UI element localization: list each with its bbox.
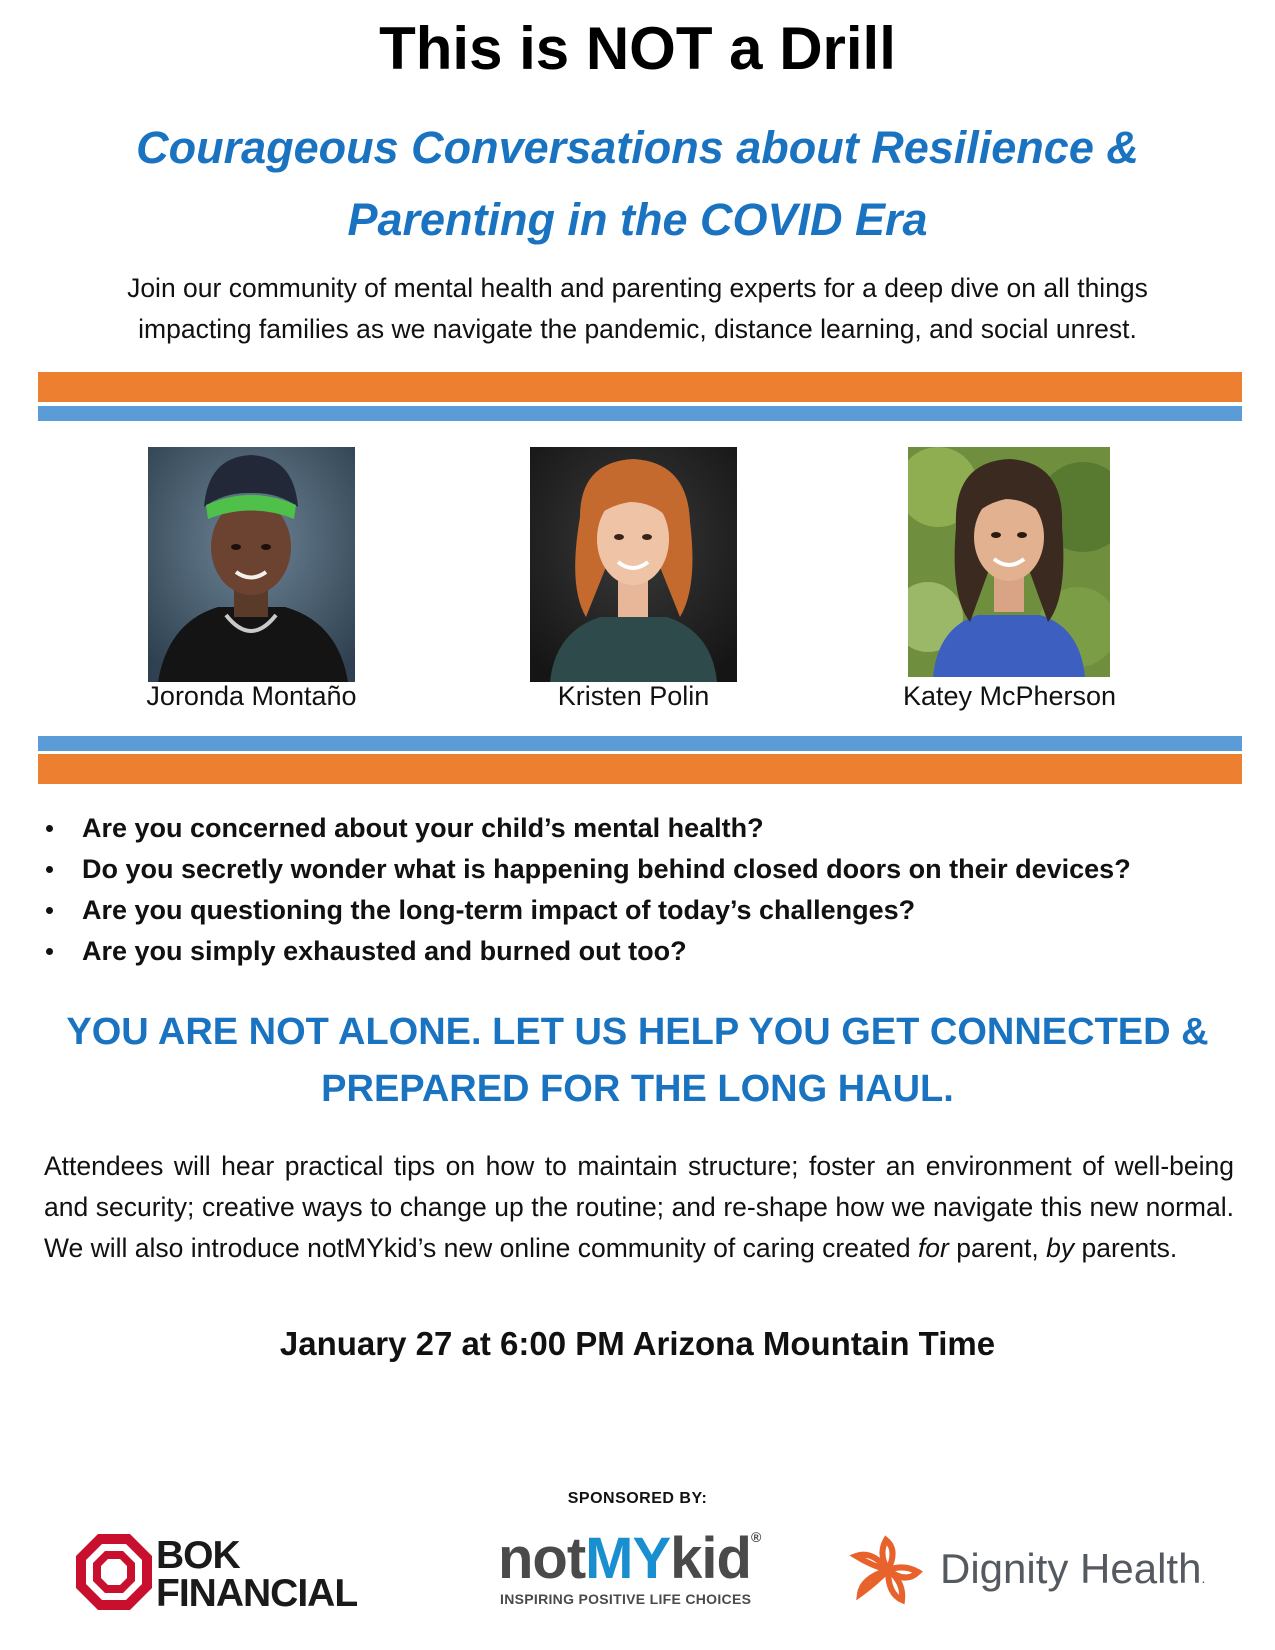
notmykid-logo bbox=[498, 1526, 761, 1620]
list-item bbox=[40, 931, 1131, 972]
question-text: Are you concerned about your child’s mental health? bbox=[82, 813, 764, 843]
intro-text bbox=[40, 268, 1235, 350]
bottom-orange-band bbox=[38, 754, 1242, 784]
bullet-icon bbox=[46, 907, 53, 914]
question-text: Are you questioning the long-term impact of today’s challenges? bbox=[82, 895, 916, 925]
subtitle-line-2: Parenting in the COVID Era bbox=[347, 194, 928, 245]
list-item bbox=[40, 849, 1131, 890]
notmykid-my: MY bbox=[585, 1526, 671, 1591]
notmykid-kid: kid bbox=[670, 1526, 751, 1591]
speaker-name-kristen: Kristen Polin bbox=[557, 681, 710, 711]
sponsored-by-label: SPONSORED BY: bbox=[567, 1490, 708, 1507]
intro-line-1: Join our community of mental health and parenting experts for a deep dive on all things bbox=[127, 273, 1148, 303]
notmykid-wordmark bbox=[498, 1526, 761, 1591]
bullet-icon bbox=[46, 948, 53, 955]
dignity-health-mark: . bbox=[1201, 1570, 1206, 1586]
dignity-health-wordmark bbox=[940, 1545, 1206, 1592]
speaker-photo-katey bbox=[908, 447, 1110, 677]
question-text: Are you simply exhausted and burned out too? bbox=[82, 936, 687, 966]
speaker-name-joronda: Joronda Montaño bbox=[146, 681, 357, 711]
intro-line-2: impacting families as we navigate the pandemic, distance learning, and social unrest. bbox=[138, 314, 1137, 344]
question-list bbox=[40, 808, 1131, 972]
speaker-photo-kristen bbox=[530, 447, 737, 682]
bok-logo-line-1: BOK bbox=[156, 1534, 240, 1577]
bok-octagon-icon bbox=[74, 1532, 154, 1612]
event-subtitle bbox=[60, 112, 1215, 256]
notmykid-tagline: INSPIRING POSITIVE LIFE CHOICES bbox=[500, 1591, 752, 1607]
list-item bbox=[40, 890, 1131, 931]
body-text-part-3: parents. bbox=[1074, 1233, 1178, 1263]
bottom-blue-band bbox=[38, 736, 1242, 751]
bok-logo-line-2: FINANCIAL bbox=[156, 1572, 358, 1615]
body-emphasis-for: for bbox=[917, 1233, 949, 1263]
top-blue-band bbox=[38, 406, 1242, 421]
speaker-name-katey: Katey McPherson bbox=[902, 681, 1117, 711]
subtitle-line-1: Courageous Conversations about Resilience & bbox=[136, 122, 1139, 173]
body-emphasis-by: by bbox=[1046, 1233, 1075, 1263]
bok-financial-logo bbox=[74, 1532, 374, 1615]
question-text: Do you secretly wonder what is happening behind closed doors on their devices? bbox=[82, 854, 1131, 884]
dignity-flower-icon bbox=[848, 1534, 928, 1610]
bullet-icon bbox=[46, 825, 53, 832]
list-item bbox=[40, 808, 1131, 849]
speaker-photo-joronda bbox=[148, 447, 355, 682]
callout-line-2: PREPARED FOR THE LONG HAUL. bbox=[321, 1068, 954, 1110]
body-text-part-1: Attendees will hear practical tips on how to maintain structure; foster an environment of well-being and security; creative ways to change up the routine; and re-shape how we navigate this new normal. We will also introduce notMYkid’s new online community of caring created bbox=[44, 1151, 1234, 1263]
callout-heading bbox=[40, 1004, 1235, 1118]
notmykid-not: not bbox=[498, 1526, 586, 1591]
callout-line-1: YOU ARE NOT ALONE. LET US HELP YOU GET CONNECTED & bbox=[66, 1011, 1209, 1053]
bullet-icon bbox=[46, 866, 53, 873]
description-paragraph bbox=[44, 1146, 1234, 1269]
body-text-part-2: parent, bbox=[948, 1233, 1047, 1263]
top-orange-band bbox=[38, 372, 1242, 402]
event-datetime: January 27 at 6:00 PM Arizona Mountain Time bbox=[279, 1325, 996, 1362]
notmykid-registered: ® bbox=[750, 1529, 761, 1545]
page-title: This is NOT a Drill bbox=[379, 15, 896, 82]
dignity-health-logo bbox=[848, 1532, 1228, 1612]
dignity-health-name: Dignity Health bbox=[940, 1545, 1202, 1592]
